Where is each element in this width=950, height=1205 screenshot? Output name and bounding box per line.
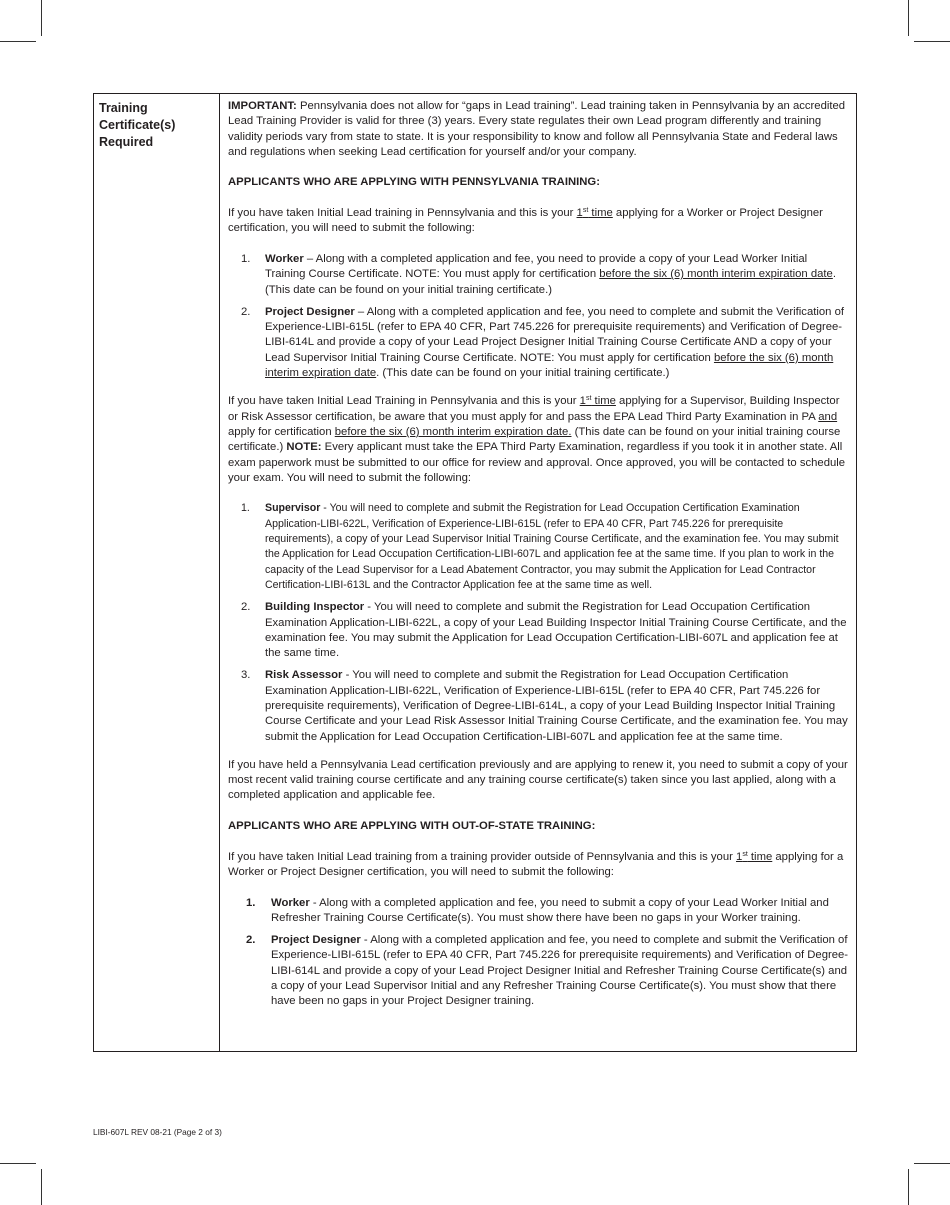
pa-worker-designer-list: [228, 252, 850, 381]
first-time-text: [580, 395, 616, 407]
list-item-title: Worker: [265, 252, 304, 265]
deadline-text: before the six (6) month interim expiration date: [599, 268, 833, 281]
pa-heading-text: APPLICANTS WHO ARE APPLYING WITH PENNSYLVANIA TRAINING:: [228, 176, 600, 189]
section-body: [221, 94, 856, 1051]
list-number: 3.: [241, 669, 251, 682]
list-number: 1.: [241, 252, 251, 265]
time-word: time: [591, 395, 616, 408]
list-item-text: – Along with a completed application and fee, you need to complete and submit the Verification of Experience-LIBI-615L (refer to EPA 40 CFR, Part 745.226 for prerequisite requirements) and Verification of Degree-LIBI-614L and provide a copy of your Lead Project Designer Initial Training Course Certificate AND a copy of your Lead Supervisor Initial Training Course Certificate. NOTE: You must apply for certification: [265, 305, 845, 364]
first-time-text: [577, 207, 613, 219]
paragraph-text: Every applicant must take the EPA Third Party Examination, regardless if you took it in another state. All exam paperwork must be submitted to our office for review and approval. Once approved, you will be contacted to schedule your exam. You will need to submit the following:: [228, 441, 846, 484]
list-item-text: - You will need to complete and submit the Registration for Lead Occupation Certification Examination Application-LIBI-622L, a copy of your Lead Building Inspector Initial Training Course Certificate, and the examination fee. You may submit the Application for Lead Occupation Certification-LIBI-607L and application fee at the same time.: [265, 601, 847, 660]
section-heading-line: Training: [99, 101, 148, 115]
crop-mark: [41, 1169, 42, 1205]
crop-mark: [914, 41, 950, 42]
crop-mark: [41, 0, 42, 36]
list-item-title: Project Designer: [271, 934, 361, 947]
pa-intro-text: If you have taken Initial Lead training in Pennsylvania and this is your: [228, 207, 577, 220]
and-text: and: [818, 410, 838, 423]
list-item: [228, 252, 850, 298]
paragraph-text: (This date can be found on your initial training course certificate.): [228, 425, 841, 454]
list-number: 1.: [246, 896, 256, 909]
list-item: [228, 600, 850, 661]
crop-mark: [914, 1163, 950, 1164]
requirements-table: [93, 93, 857, 1052]
pa-intro-text: applying for a Worker or Project Designer certification, you will need to submit the following:: [228, 207, 823, 235]
list-item: [228, 896, 850, 927]
list-item-text: - You will need to complete and submit the Registration for Lead Occupation Certification Examination Application-LIBI-622L, Verification of Experience-LIBI-615L (refer to EPA 40 CFR, Part 745.226 for prerequisite requirements), a copy of your Lead Supervisor Initial Training Course Certificate, and the examination fee. You may submit the Application for Lead Occupation Certification-LIBI-607L and application fee at the same time. If you plan to work in the capacity of the Lead Supervisor for a Lead Abatement Contractor, you may submit the Application for Lead Contractor Certification-LIBI-613L and the Contractor Application fee at the same time as well.: [265, 502, 839, 591]
first-number: 1: [579, 395, 586, 408]
list-item-title: Building Inspector: [265, 601, 365, 614]
form-footer: LIBI-607L REV 08-21 (Page 2 of 3): [93, 1127, 222, 1137]
paragraph-text: apply for certification: [228, 425, 335, 438]
time-word: time: [747, 850, 773, 863]
section-heading-line: Certificate(s): [99, 118, 176, 132]
section-heading-line: Required: [99, 135, 154, 149]
list-item-title: Risk Assessor: [265, 669, 343, 682]
list-item-text: - You will need to complete and submit the Registration for Lead Occupation Certification Examination Application-LIBI-622L, Verification of Experience-LIBI-615L (refer to EPA 40 CFR, Part 745.226 for prerequisite requirements), Verification of Degree-LIBI-614L, a copy of your Lead Building Inspector Initial Training Course Certificate and your Lead Risk Assessor Initial Training Course Certificate, and the examination fee. You may submit the Application for Lead Occupation Certification-LIBI-607L and application fee at the same time.: [265, 669, 848, 743]
first-time-text: [736, 851, 772, 863]
list-number: 2.: [241, 305, 251, 318]
list-item-title: Supervisor: [265, 502, 321, 515]
ordinal-suffix: st: [742, 850, 748, 858]
pa-exam-list: [228, 501, 850, 744]
paragraph-text: If you have taken Initial Lead Training in Pennsylvania and this is your: [228, 395, 580, 408]
list-item-text: . (This date can be found on your initial training certificate.): [376, 367, 670, 380]
list-item-text: – Along with a completed application and fee, you need to provide a copy of your Lead Worker Initial Training Course Certificate. NOTE: You must apply for certification: [265, 252, 808, 281]
ordinal-suffix: st: [585, 395, 592, 403]
important-label: IMPORTANT:: [228, 100, 297, 112]
list-item-text: - Along with a completed application and fee, you need to complete and submit the Verification of Experience-LIBI-615L (refer to EPA 40 CFR, Part 745.226 for prerequisite requirements) and Verification of Degree-LIBI-614L and provide a copy of your Lead Project Designer Initial and Refresher Training Course Certificate(s) and a copy of your Lead Supervisor Initial and any Refresher Training Course Certificate(s). You must show that there have been no gaps in your Project Designer training.: [271, 934, 849, 1008]
crop-mark: [0, 41, 36, 42]
oos-training-heading: [228, 819, 850, 834]
list-number: 2.: [241, 601, 251, 614]
list-item: [228, 305, 850, 381]
first-number: 1: [576, 207, 583, 220]
pa-intro-paragraph: [228, 206, 850, 237]
list-item-text: - Along with a completed application and fee, you need to submit a copy of your Lead Worker Initial and Refresher Training Course Certificate(s). You must show there have been no gaps in your Worker training.: [271, 896, 829, 924]
list-item-text: . (This date can be found on your initial training certificate.): [265, 268, 836, 296]
oos-list: [228, 896, 850, 1010]
deadline-text: before the six (6) month interim expiration date.: [334, 425, 572, 438]
crop-mark: [908, 0, 909, 36]
first-number: 1: [736, 850, 743, 863]
important-paragraph: [228, 99, 850, 160]
list-item-title: Project Designer: [265, 305, 355, 318]
crop-mark: [908, 1169, 909, 1205]
oos-intro-paragraph: [228, 850, 850, 881]
pa-exam-paragraph: [228, 394, 850, 486]
important-text: Pennsylvania does not allow for “gaps in Lead training”. Lead training taken in Pennsylvania by an accredited Lead Training Provider is valid for three (3) years. Every state regulates their own Lead program differently and training validity periods vary from state to state. It is your responsibility to know and follow all Pennsylvania State and Federal laws and regulations when seeking Lead certification for yourself and/or your company.: [228, 100, 846, 158]
renewal-paragraph: If you have held a Pennsylvania Lead certification previously and are applying to renew it, you need to submit a copy of your most recent valid training course certificate and any training course certificate(s) taken since you last applied, along with a completed application and applicable fee.: [228, 758, 848, 802]
list-item: [228, 668, 850, 744]
oos-intro-text: applying for a Worker or Project Designer certification, you will need to submit the following:: [228, 850, 844, 878]
deadline-text: before the six (6) month interim expiration date: [265, 351, 834, 380]
list-item-title: Worker: [271, 896, 310, 909]
list-item: [228, 933, 850, 1009]
list-number: 2.: [246, 934, 256, 947]
oos-intro-text: If you have taken Initial Lead training from a training provider outside of Pennsylvania and this is your: [228, 850, 737, 863]
ordinal-suffix: st: [582, 207, 589, 215]
oos-heading-text: APPLICANTS WHO ARE APPLYING WITH OUT-OF-STATE TRAINING:: [228, 820, 596, 833]
list-number: 1.: [241, 502, 250, 515]
time-word: time: [588, 207, 613, 220]
crop-mark: [0, 1163, 36, 1164]
pa-training-heading: [228, 175, 850, 190]
paragraph-text: applying for a Supervisor, Building Inspector or Risk Assessor certification, be aware that you must apply for and pass the EPA Lead Third Party Examination in PA: [228, 395, 840, 423]
list-item: [228, 501, 850, 593]
note-label: NOTE:: [286, 441, 322, 454]
section-heading: [94, 94, 220, 1051]
